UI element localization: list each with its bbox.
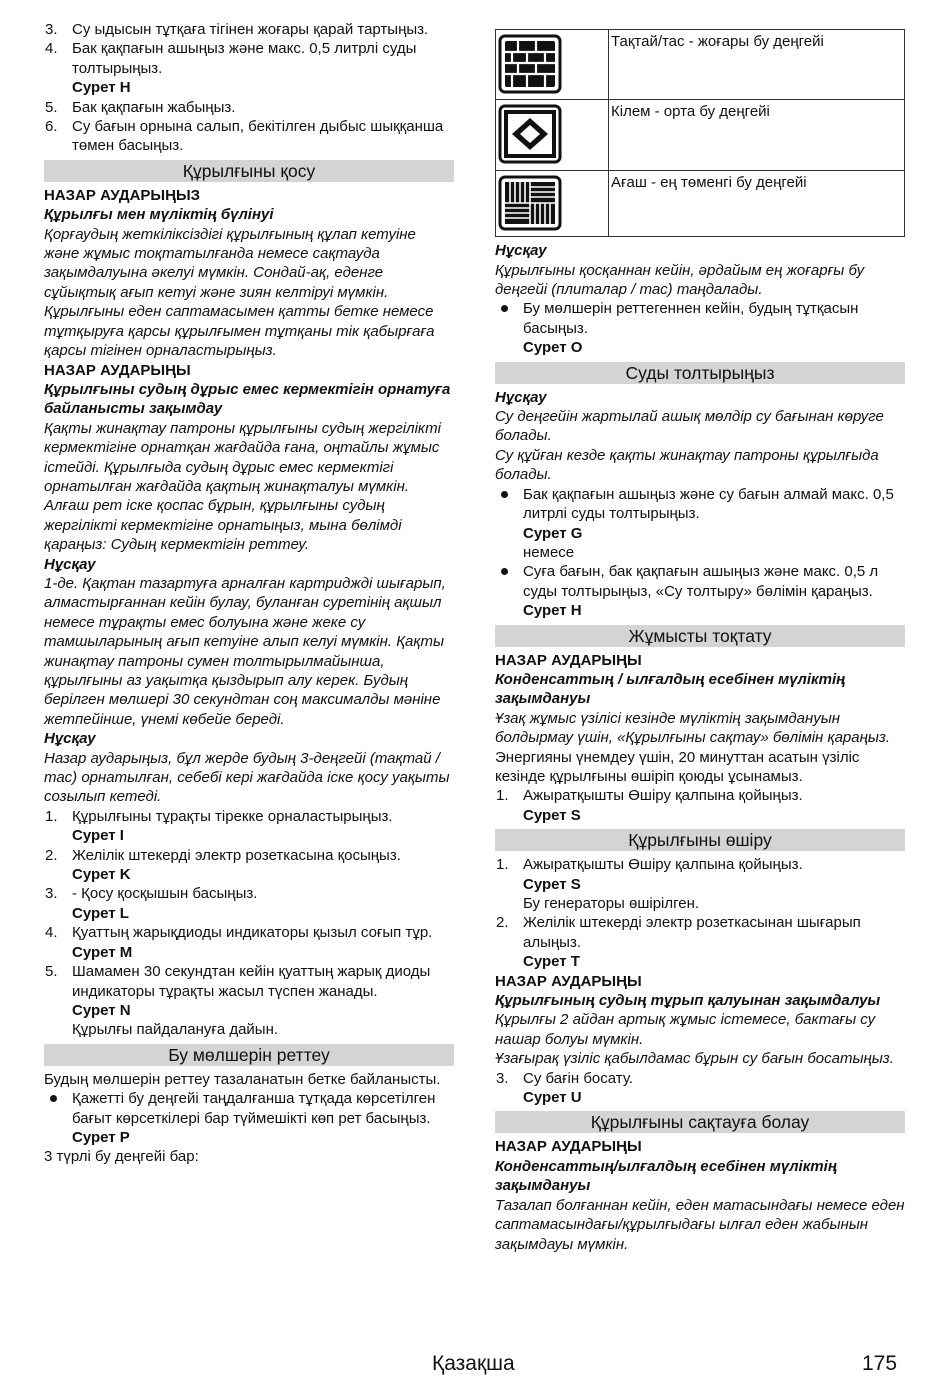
figure-ref: Сурет H — [72, 79, 131, 97]
paragraph: Су құйған кезде қақты жинақтау патроны құрылғыда болады. — [495, 446, 879, 484]
attention-label: НАЗАР АУДАРЫҢЫ — [495, 1138, 642, 1156]
table-row — [496, 30, 905, 100]
figure-ref: Сурет U — [523, 1089, 582, 1107]
bullet-item: Бак қақпағын ашыңыз және су бағын алмай макс. 0,5 литрлі суды толтырыңыз. Сурет G немесе — [495, 485, 905, 563]
list-item: 3. - Қосу қосқышын басыңыз. Сурет L — [44, 884, 454, 923]
paragraph: Энергияны үнемдеу үшін, 20 минуттан асатын үзіліс кезінде құрылғыны өшіріп қоюды ұсынамыз. — [495, 748, 860, 785]
attention-label: НАЗАР АУДАРЫҢЫ — [44, 361, 191, 379]
figure-ref: Сурет N — [72, 1001, 131, 1019]
list-item: 4. Бак қақпағын ашыңыз және макс. 0,5 литрлі суды толтырыңыз. Сурет H — [44, 39, 454, 97]
attention-label: НАЗАР АУДАРЫҢЫЗ — [44, 186, 201, 204]
list-item: 1. Ажыратқышты Өшіру қалпына қойыңыз. Сурет S Бу генераторы өшірілген. — [495, 855, 905, 913]
paragraph: Алғаш рет іске қоспас бұрын, құрылғыны судың жергілікті кермектігіне орнатыңыз, мына бөлімді қараңыз: Судың кермектігін реттеу. — [44, 497, 402, 554]
section-heading: Құрылғыны сақтауға болау — [495, 1111, 905, 1133]
bullet-icon — [501, 491, 508, 498]
paragraph: Құрылғыны еден саптамасымен қатты бетке немесе тұтқыруға қарсы құрылғымен тұтқаны тік қабырғаға қарсы тігінен орналастырыңыз. — [44, 303, 435, 360]
list-item: 3. Су ыдысын тұтқаға тігінен жоғары қарай тартыңыз. — [45, 21, 429, 38]
level-label: Кілем - орта бу деңгейі — [609, 100, 905, 170]
note-label: Нұсқау — [44, 730, 96, 748]
section-heading: Суды толтырыңыз — [495, 362, 905, 384]
bullet-icon — [50, 1095, 57, 1102]
attention-title: Құрылғының судың тұрып қалуынан зақымдалуы — [495, 992, 881, 1010]
bullet-item: Бу мөлшерін реттегеннен кейін, будың тұтқасын басыңыз. Сурет O — [495, 299, 905, 357]
level-label: Тақтай/тас - жоғары бу деңгейі — [609, 30, 905, 100]
list-item: 2. Желілік штекерді электр розеткасына қосыңыз. Сурет K — [44, 846, 454, 885]
attention-title: Құрылғыны судың дұрыс емес кермектігін орнатуға байланысты зақымдау — [44, 380, 451, 418]
bullet-item: Суға бағын, бак қақпағын ашыңыз және макс. 0,5 л суды толтырыңыз, «Су толтыру» бөлімін қараңыз. Сурет H — [495, 562, 905, 620]
wood-floor-icon — [498, 175, 562, 231]
table-row — [496, 100, 905, 170]
list-item: 2. Желілік штекерді электр розеткасынан шығарып алыңыз. Сурет T — [495, 913, 905, 971]
list-item: 4. Қуаттың жарықдиоды индикаторы қызыл соғып тұр. Сурет M — [44, 923, 454, 962]
paragraph: Ұзақ жұмыс үзілісі кезінде мүліктің зақымдануын болдырмау үшін, «Құрылғыны сақтау» бөлімін қараңыз. — [495, 709, 891, 747]
level-label: Ағаш - ең төменгі бу деңгейі — [609, 170, 905, 236]
icon-cell — [496, 100, 609, 170]
list-item: 5. Шамамен 30 секундтан кейін қуаттың жарық диоды индикаторы тұрақты жасыл түспен жанады. Сурет N Құрылғы пайдалануға дайын. — [44, 962, 454, 1040]
section-heading: Жұмысты тоқтату — [495, 625, 905, 647]
table-row — [496, 170, 905, 236]
list-item: 6. Су бағын орнына салып, бекітілген дыбыс шыққанша төмен басыңыз. — [45, 118, 444, 155]
figure-ref: Сурет H — [523, 602, 582, 620]
figure-ref: Сурет G — [523, 524, 583, 542]
attention-label: НАЗАР АУДАРЫҢЫ — [495, 651, 642, 669]
icon-cell — [496, 170, 609, 236]
paragraph: Құрылғы 2 айдан артық жұмыс істемесе, бактағы су нашар болуы мүмкін. — [495, 1011, 876, 1048]
footer-language: Қазақша — [432, 1352, 515, 1375]
attention-title: Құрылғы мен мүліктің бүлінуі — [44, 206, 274, 224]
attention-label: НАЗАР АУДАРЫҢЫ — [495, 972, 642, 990]
page-number: 175 — [862, 1352, 898, 1375]
list-item: 1. Ажыратқышты Өшіру қалпына қойыңыз. Сурет S — [495, 786, 905, 825]
icon-cell — [496, 30, 609, 100]
paragraph: 1-де. Қақтан тазартуға арналған картриджді шығарып, алмастырғаннан кейін булау, буланған суретінің ақшыл немесе тұрақты емес болуына және жеке су тамшыларының ағып кетуіне алып келуі мүмкін. Қақты жинақтау патроны сумен толтырылмайынша, құрылғыны аз уақытқа қыздырып алу керек. Будың берілген мөлшері 30 секундтан соң максималды мәніне жетпейінше, үнемі көбейе береді. — [44, 574, 446, 728]
paragraph: Құрылғыны қосқаннан кейін, әрдайым ең жоғарғы бу деңгейі (плиталар / тас) таңдалады. — [495, 261, 865, 299]
section-heading: Құрылғыны өшіру — [495, 829, 905, 851]
note-label: Нұсқау — [44, 555, 96, 573]
paragraph: 3 түрлі бу деңгейі бар: — [44, 1148, 199, 1166]
bullet-item: Қажетті бу деңгейі таңдалғанша тұтқада көрсетілген бағыт көрсеткілері бар түймешікті көп рет басыңыз. Сурет P — [44, 1089, 454, 1147]
paragraph: Тазалап болғаннан кейін, еден матасындағы немесе еден саптамасындағы/құрылғыдағы ылғал еден жабынын зақымдауы мүмкін. — [495, 1196, 905, 1253]
bullet-icon — [501, 568, 508, 575]
figure-ref: Сурет S — [523, 875, 581, 893]
list-item: 5. Бак қақпағын жабыңыз. — [45, 98, 236, 116]
figure-ref: Сурет O — [523, 339, 583, 357]
section-heading: Құрылғыны қосу — [44, 160, 454, 182]
left-column — [44, 20, 454, 1167]
figure-ref: Сурет K — [72, 866, 131, 884]
paragraph: Қақты жинақтау патроны құрылғыны судың жергілікті кермектігіне орнатқан жағдайда ғана, оңтайлы жұмыс істейді. Құрылғыда судың дұрыс емес кермектігі орнатылған жағдайда қақтың жинақталуы мүмкін. — [44, 419, 441, 495]
section-heading: Бу мөлшерін реттеу — [44, 1044, 454, 1066]
brick-wall-icon — [498, 34, 562, 94]
bullet-icon — [501, 305, 508, 312]
attention-title: Конденсаттың / ылғалдың есебінен мүліктің зақымдануы — [495, 670, 846, 708]
note-label: Нұсқау — [495, 242, 547, 260]
figure-ref: Сурет M — [72, 943, 133, 961]
steam-level-table — [495, 29, 905, 237]
figure-ref: Сурет T — [523, 953, 580, 971]
carpet-icon — [498, 104, 562, 164]
paragraph: Ұзағырақ үзіліс қабылдамас бұрын су бағын босатыңыз. — [495, 1050, 894, 1068]
list-item: 3. Су бағін босату. Сурет U — [495, 1069, 905, 1108]
figure-ref: Сурет I — [72, 827, 124, 845]
figure-ref: Сурет L — [72, 904, 129, 922]
right-column — [495, 29, 905, 1254]
list-item: 1. Құрылғыны тұрақты тірекке орналастырыңыз. Сурет I — [44, 807, 454, 846]
paragraph: Су деңгейін жартылай ашық мөлдір су бағынан көруге болады. — [495, 408, 884, 445]
paragraph: Назар аударыңыз, бұл жерде будың 3-деңгейі (тақтай / тас) орнатылған, себебі кері жағдайда іске қосу уақыты созылып кетеді. — [44, 749, 450, 806]
paragraph: Қорғаудың жеткіліксіздігі құрылғының құлап кетуіне және жұмыс тоқтатылғанда немесе сақтауда зақымдалуына әкелуі мүмкін. Сондай-ақ, еденге сұйықтық ағып кетуі және зиян келтіруі мүмкін. — [44, 225, 416, 301]
note-label: Нұсқау — [495, 388, 547, 406]
attention-title: Конденсаттың/ылғалдың есебінен мүліктің зақымдануы — [495, 1157, 837, 1195]
figure-ref: Сурет S — [523, 806, 581, 824]
paragraph: Будың мөлшерін реттеу тазаланатын бетке байланысты. — [44, 1070, 441, 1088]
figure-ref: Сурет P — [72, 1128, 130, 1146]
